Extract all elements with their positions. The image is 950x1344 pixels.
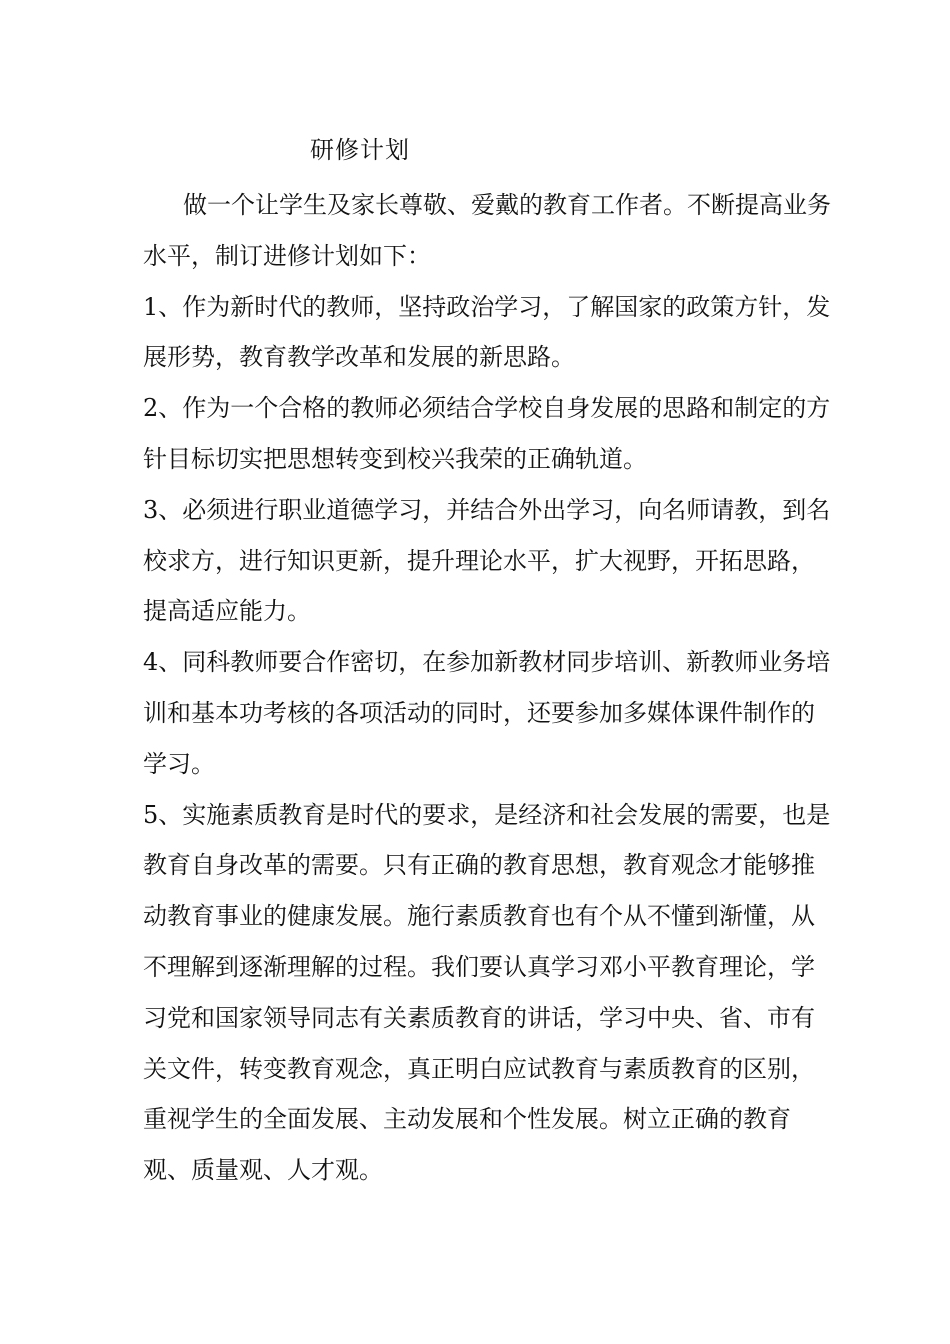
plan-item-4: 4、同科教师要合作密切，在参加新教材同步培训、新教师业务培训和基本功考核的各项活动的同时，还要参加多媒体课件制作的学习。 — [143, 648, 831, 778]
plan-item-1: 1、作为新时代的教师，坚持政治学习，了解国家的政策方针，发展形势，教育教学改革和发展的新思路。 — [143, 292, 831, 372]
document-body — [143, 180, 833, 1196]
intro-paragraph: 做一个让学生及家长尊敬、爱戴的教育工作者。不断提高业务水平，制订进修计划如下： — [143, 191, 831, 270]
plan-item-3: 3、必须进行职业道德学习，并结合外出学习，向名师请教，到名校求方，进行知识更新，提升理论水平，扩大视野，开拓思路，提高适应能力。 — [143, 495, 831, 626]
plan-item-2: 2、作为一个合格的教师必须结合学校自身发展的思路和制定的方针目标切实把思想转变到校兴我荣的正确轨道。 — [143, 394, 831, 473]
plan-item-5: 5、实施素质教育是时代的要求，是经济和社会发展的需要，也是教育自身改革的需要。只有正确的教育思想，教育观念才能够推动教育事业的健康发展。施行素质教育也有个从不懂到渐懂，从不理解到逐渐理解的过程。我们要认真学习邓小平教育理论，学习党和国家领导同志有关素质教育的讲话，学习中央、省、市有关文件，转变教育观念，真正明白应试教育与素质教育的区别，重视学生的全面发展、主动发展和个性发展。树立正确的教育观、质量观、人才观。 — [143, 800, 831, 1185]
document-title: 研修计划 — [310, 136, 410, 164]
